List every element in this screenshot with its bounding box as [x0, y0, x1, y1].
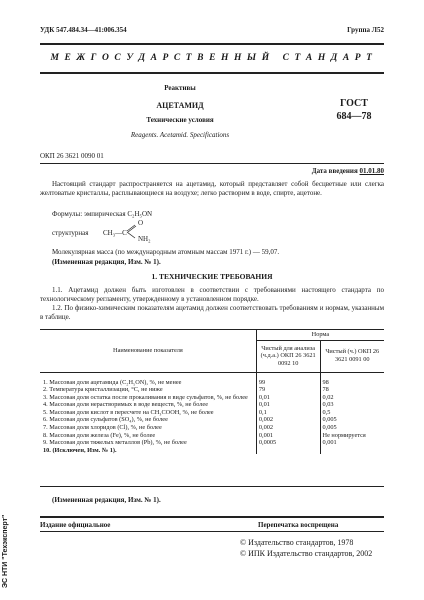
row-value-pure: 0,5	[320, 409, 384, 417]
reprint-prohibited: Перепечатка воспрещена	[258, 521, 339, 529]
norms-table	[40, 330, 384, 454]
interstate-standard-banner: М Е Ж Г О С У Д А Р С Т В Е Н Н Ы Й С Т А Н Д А Р Т	[50, 53, 374, 63]
table-row	[40, 424, 384, 432]
clause-1-2: 1.2. По физико-химическим показателям ацетамид должен соответствовать требованиям и нормам, указанным в таблице.	[40, 304, 384, 321]
header-indicator-name: Наименование показателя	[40, 330, 256, 372]
section-title: 1. ТЕХНИЧЕСКИЕ ТРЕБОВАНИЯ	[151, 272, 273, 281]
formula-oxygen: O	[138, 219, 144, 227]
row-name: 8. Массовая доля железа (Fe), %, не более	[43, 431, 156, 439]
document-subtitle: Технические условия	[146, 116, 214, 124]
table-row	[40, 416, 384, 424]
footer-rule-thin	[40, 531, 384, 532]
banner-rule	[40, 72, 384, 74]
table-row	[40, 386, 384, 394]
group-code: Группа Л52	[347, 26, 384, 34]
row-name: 1. Массовая доля ацетамида (C₂H₅ON), %, не менее	[43, 378, 182, 386]
row-value-pure: 0,005	[320, 416, 384, 424]
row-value-pure: 0,02	[320, 394, 384, 402]
row-name: 5. Массовая доля кислот в пересчете на CH₃COOH, %, не более	[43, 408, 214, 416]
row-value-analytical: 0,1	[256, 409, 320, 417]
english-title: Reagents. Acetamid. Specifications	[130, 131, 230, 139]
amendment-note-2: (Измененная редакция, Изм. № 1).	[52, 496, 161, 504]
intro-date-value: 01.01.80	[359, 167, 384, 175]
table-row	[40, 409, 384, 417]
row-name: 3. Массовая доля остатка после прокаливания в виде сульфатов, %, не более	[43, 393, 248, 401]
formula-structural-label: структурная	[52, 229, 89, 237]
formula-nh2: NH₂	[138, 235, 151, 243]
amendment-note-1: (Измененная редакция, Изм. № 1).	[52, 258, 161, 266]
molar-mass: Молекулярная масса (по международным атомным массам 1971 г.) — 59,07.	[52, 248, 280, 256]
side-stamp: ЭС НТИ "Техэксперт"	[2, 514, 9, 588]
row-value-analytical: 79	[256, 386, 320, 394]
row-value-pure: 0,03	[320, 401, 384, 409]
header-grade-pure: Чистый (ч.) ОКП 26 3621 0091 00	[320, 340, 384, 372]
table-row	[40, 372, 384, 386]
header-norm: Норма	[256, 330, 384, 340]
formula-structural-left: CH₃—C	[103, 229, 127, 237]
official-edition: Издание официальное	[40, 521, 111, 529]
copyright-2002: © ИПК Издательство стандартов, 2002	[240, 549, 373, 558]
row-value-analytical: 99	[256, 372, 320, 386]
intro-date-label: Дата введения	[311, 167, 358, 175]
intro-date	[312, 167, 384, 176]
row-value-analytical: 0,001	[256, 432, 320, 440]
row-name: 7. Массовая доля хлоридов (Cl), %, не более	[43, 424, 162, 432]
row-value-analytical: 0,01	[256, 401, 320, 409]
table-row	[40, 432, 384, 440]
table-bottom-rule	[40, 486, 384, 487]
row-value-analytical: 0,01	[256, 394, 320, 402]
header-grade-analytical: Чистый для анализа (ч.д.а.) ОКП 26 3621 0092 10	[256, 340, 320, 372]
row-name: 10. (Исключен, Изм. № 1).	[43, 446, 117, 454]
row-name: 2. Температура кристаллизации, °C, не ниже	[43, 386, 163, 394]
row-value-analytical: 0,0005	[256, 439, 320, 447]
copyright-1978: © Издательство стандартов, 1978	[240, 538, 354, 547]
row-name: 6. Массовая доля сульфатов (SO₄), %, не более	[43, 416, 168, 424]
gost-label: ГОСТ	[340, 98, 368, 109]
clause-1-1: 1.1. Ацетамид должен быть изготовлен в соответствии с требованиями настоящего стандарта по технологическому регламенту, утвержденному в установленном порядке.	[40, 286, 384, 303]
table-row	[40, 401, 384, 409]
row-value-pure: 0,001	[320, 439, 384, 447]
row-value-pure: 98	[320, 372, 384, 386]
table-row	[40, 447, 384, 455]
row-name: 4. Массовая доля нерастворимых в воде веществ, %, не более	[43, 401, 209, 409]
row-name: 9. Массовая доля тяжелых металлов (Pb), %, не более	[43, 439, 187, 447]
row-value-analytical: 0,002	[256, 424, 320, 432]
row-value-pure: 78	[320, 386, 384, 394]
row-value-analytical	[256, 447, 320, 455]
category: Реактивы	[164, 84, 196, 92]
row-value-analytical: 0,002	[256, 416, 320, 424]
okp-code: ОКП 26 3621 0090 01	[40, 152, 104, 160]
table-row	[40, 439, 384, 447]
formula-empirical	[52, 210, 152, 219]
row-value-pure: Не нормируется	[320, 432, 384, 440]
udk-code: УДК 547.484.34—41:006.354	[40, 26, 127, 34]
table-row	[40, 394, 384, 402]
intro-paragraph: Настоящий стандарт распространяется на ацетамид, который представляет собой бесцветные или слегка желтоватые кристаллы, расплывающиеся на воздухе; легко растворим в воде, спирте, ацетоне.	[40, 180, 384, 197]
formula-label: Формулы: эмпирическая	[52, 210, 126, 218]
okp-rule	[40, 163, 384, 164]
row-value-pure: 0,005	[320, 424, 384, 432]
document-title: АЦЕТАМИД	[156, 101, 204, 110]
formula-empirical-value: C₂H₅ON	[127, 210, 153, 218]
top-rule	[40, 43, 384, 45]
gost-number: 684—78	[336, 111, 372, 122]
row-value-pure	[320, 447, 384, 455]
footer-rule	[40, 516, 384, 518]
